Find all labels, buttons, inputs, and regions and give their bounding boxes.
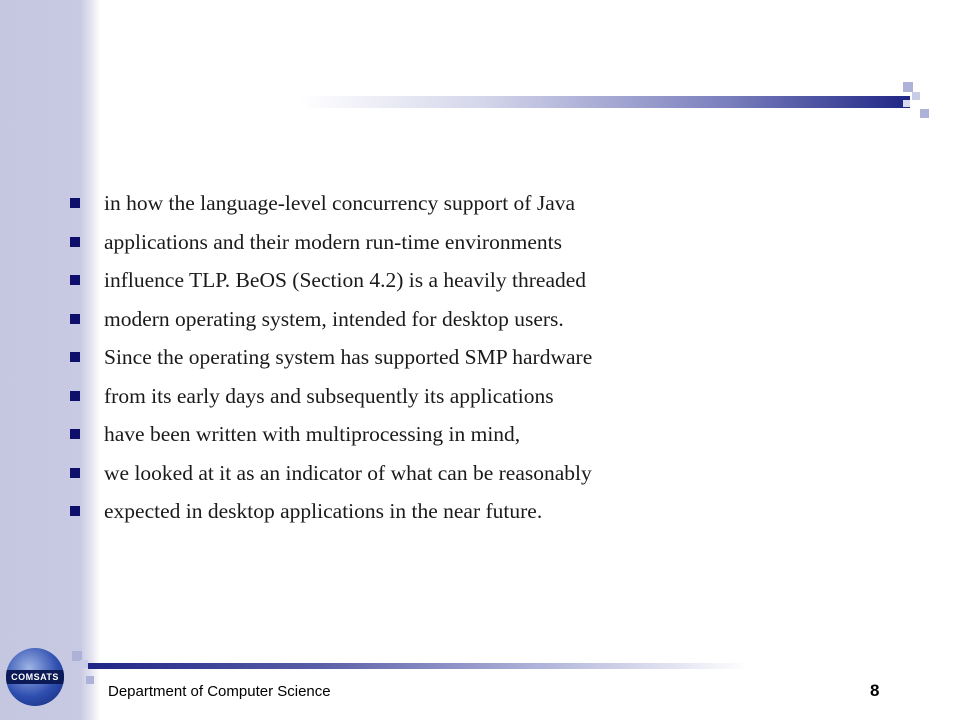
top-accent-bar <box>300 96 910 108</box>
deco-square <box>903 100 910 107</box>
bullet-text: have been written with multiprocessing in mind, <box>104 422 521 446</box>
bullet-item <box>70 417 592 456</box>
logo-text: COMSATS <box>6 670 64 684</box>
deco-square <box>912 92 920 100</box>
deco-square <box>86 676 94 684</box>
bullet-text: in how the language-level concurrency support of Java <box>104 191 576 215</box>
deco-square <box>920 109 929 118</box>
bottom-accent-bar <box>88 663 748 669</box>
bullet-text: expected in desktop applications in the near future. <box>104 499 543 523</box>
bullet-text: modern operating system, intended for desktop users. <box>104 306 564 331</box>
bullet-square-icon <box>70 468 80 478</box>
bullet-item <box>70 456 592 495</box>
bullet-text: influence TLP. BeOS (Section 4.2) is a heavily threaded <box>104 268 587 292</box>
bullet-square-icon <box>70 198 80 208</box>
bullet-item <box>70 494 592 533</box>
bullet-list <box>70 186 592 533</box>
bullet-item <box>70 379 592 418</box>
bullet-item <box>70 340 592 379</box>
footer-department: Department of Computer Science <box>108 683 331 700</box>
bullet-square-icon <box>70 314 80 324</box>
bullet-square-icon <box>70 391 80 401</box>
bullet-square-icon <box>70 352 80 362</box>
bullet-item <box>70 225 592 264</box>
bullet-square-icon <box>70 237 80 247</box>
bullet-square-icon <box>70 506 80 516</box>
comsats-logo <box>6 648 64 706</box>
deco-square <box>903 82 913 92</box>
bullet-item <box>70 302 592 341</box>
deco-square <box>80 660 88 668</box>
bullet-text: from its early days and subsequently its applications <box>104 383 554 408</box>
bullet-text: we looked at it as an indicator of what can be reasonably <box>104 460 592 485</box>
bullet-item <box>70 186 592 225</box>
bullet-text: Since the operating system has supported SMP hardware <box>104 345 593 369</box>
page-number: 8 <box>870 681 880 700</box>
bullet-square-icon <box>70 275 80 285</box>
bullet-square-icon <box>70 429 80 439</box>
bullet-text: applications and their modern run-time environments <box>104 229 562 254</box>
bullet-item <box>70 263 592 302</box>
